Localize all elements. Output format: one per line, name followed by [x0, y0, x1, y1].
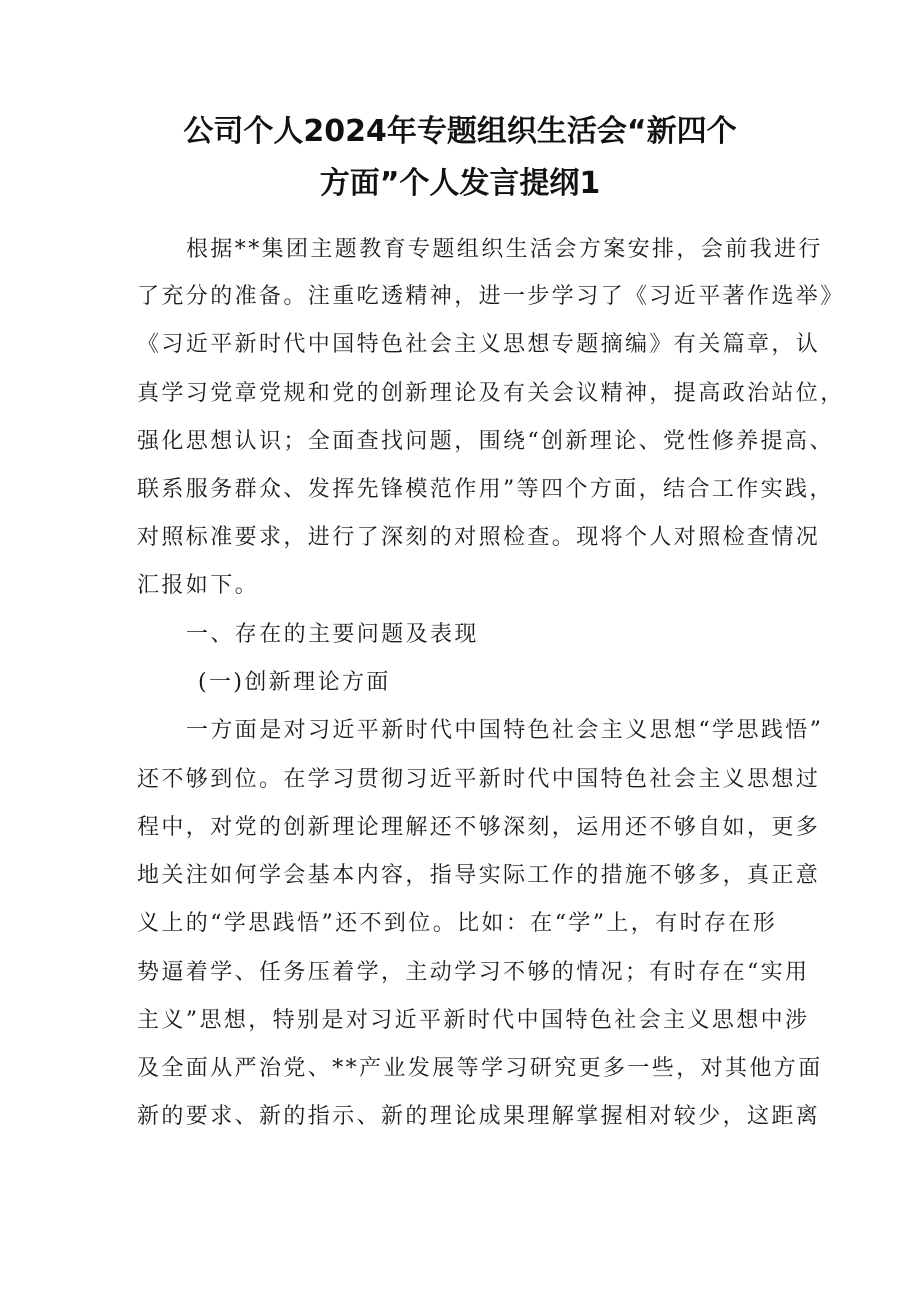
intro-paragraph-line: 对照标准要求，进行了深刻的对照检查。现将个人对照检查情况 [137, 525, 821, 550]
subsection-heading: (一)创新理论方面 [198, 670, 391, 695]
body-paragraph-line: 及全面从严治党、**产业发展等学习研究更多一些，对其他方面 [137, 1056, 823, 1081]
document-title-line-1: 公司个人2024年专题组织生活会“新四个 [183, 114, 737, 149]
intro-paragraph-line: 《习近平新时代中国特色社会主义思想专题摘编》有关篇章，认 [137, 332, 821, 357]
body-paragraph-line: 程中，对党的创新理论理解还不够深刻，运用还不够自如，更多 [137, 815, 821, 840]
section-heading: 一、存在的主要问题及表现 [186, 622, 479, 647]
intro-paragraph-line: 联系服务群众、发挥先锋模范作用”等四个方面，结合工作实践， [137, 477, 834, 502]
body-paragraph-line: 义上的“学思践悟”还不到位。比如：在“学”上，有时存在形 [137, 911, 778, 936]
intro-paragraph-line: 强化思想认识；全面查找问题，围绕“创新理论、党性修养提高、 [137, 429, 834, 454]
body-paragraph-line: 主义”思想，特别是对习近平新时代中国特色社会主义思想中涉 [137, 1008, 810, 1033]
intro-paragraph-line: 真学习党章党规和党的创新理论及有关会议精神，提高政治站位， [137, 381, 845, 406]
intro-paragraph-line: 了充分的准备。注重吃透精神，进一步学习了《习近平著作选举》 [137, 284, 845, 309]
body-paragraph-line: 新的要求、新的指示、新的理论成果理解掌握相对较少，这距离 [137, 1104, 821, 1129]
body-paragraph-line: 一方面是对习近平新时代中国特色社会主义思想“学思践悟” [186, 718, 824, 743]
intro-paragraph-line: 根据**集团主题教育专题组织生活会方案安排，会前我进行 [186, 237, 823, 262]
body-paragraph-line: 还不够到位。在学习贯彻习近平新时代中国特色社会主义思想过 [137, 767, 821, 792]
document-title-line-2: 方面”个人发言提纲1 [319, 166, 601, 201]
body-paragraph-line: 势逼着学、任务压着学，主动学习不够的情况；有时存在“实用 [137, 960, 810, 985]
intro-paragraph-line: 汇报如下。 [137, 573, 260, 598]
body-paragraph-line: 地关注如何学会基本内容，指导实际工作的措施不够多，真正意 [137, 863, 821, 888]
